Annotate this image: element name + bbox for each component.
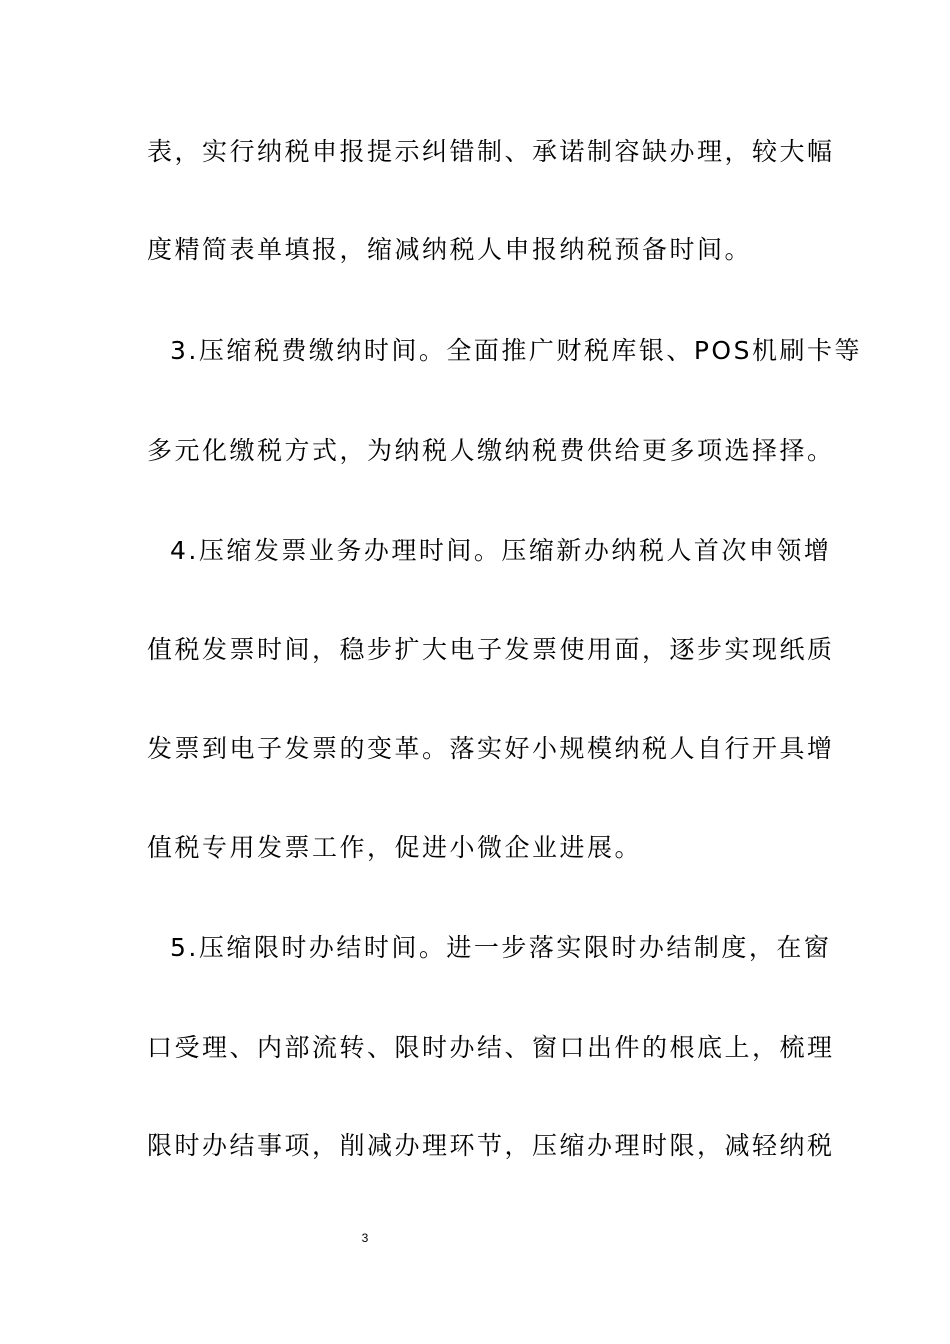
text-line-4: 多元化缴税方式，为纳税人缴纳税费供给更多项选择择。 [147,436,835,465]
paragraph-3-heading-line: 3.压缩税费缴纳时间。全面推广财税库银、POS机刷卡等 [170,336,862,365]
text-line-6: 值税发票时间，稳步扩大电子发票使用面，逐步实现纸质 [147,635,835,664]
paragraph-4-heading-line: 4.压缩发票业务办理时间。压缩新办纳税人首次申领增 [170,536,832,565]
text-line-7: 发票到电子发票的变革。落实好小规模纳税人自行开具增 [147,734,835,763]
text-line-11: 限时办结事项，削减办理环节，压缩办理时限，减轻纳税 [147,1131,835,1160]
text-line-2: 度精简表单填报，缩减纳税人申报纳税预备时间。 [147,235,753,264]
paragraph-5-heading-line: 5.压缩限时办结时间。进一步落实限时办结制度，在窗 [170,933,832,962]
text-line-8: 值税专用发票工作，促进小微企业进展。 [147,833,643,862]
page-number: 3 [361,1231,369,1245]
text-line-1: 表，实行纳税申报提示纠错制、承诺制容缺办理，较大幅 [147,137,835,166]
text-line-10: 口受理、内部流转、限时办结、窗口出件的根底上，梳理 [147,1033,835,1062]
